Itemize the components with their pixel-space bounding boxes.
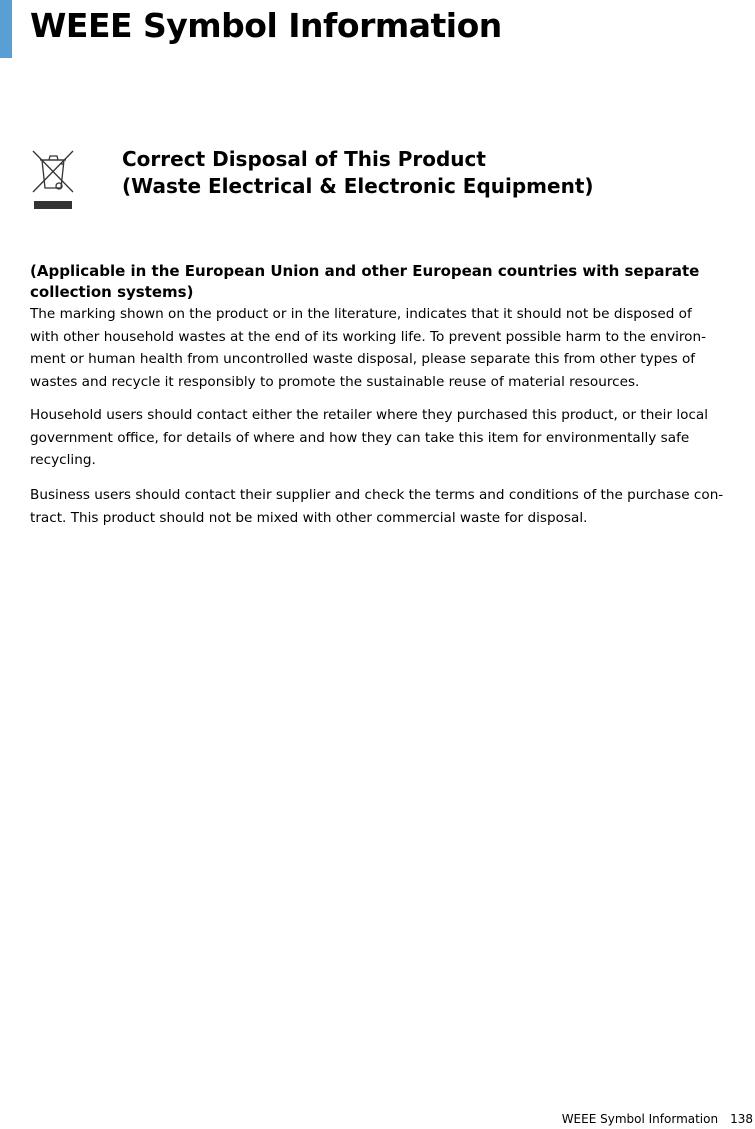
text-line: tract. This product should not be mixed with other commercial waste for disposal. <box>30 509 588 526</box>
text-line: Business users should contact their supplier and check the terms and conditions of the purchase con- <box>30 487 724 503</box>
applicability-line: collection systems) <box>30 283 194 301</box>
paragraph-household-users <box>30 404 708 472</box>
text-line: government office, for details of where and how they can take this item for environmentally safe <box>30 429 690 446</box>
text-line: wastes and recycle it responsibly to promote the sustainable reuse of material resources. <box>30 373 640 390</box>
section-heading <box>122 146 594 200</box>
heading-line: (Waste Electrical & Electronic Equipment) <box>122 174 594 198</box>
paragraph-business-users <box>30 484 723 529</box>
footer-label: WEEE Symbol Information <box>561 1112 719 1126</box>
text-line: recycling. <box>30 452 96 468</box>
text-line: with other household wastes at the end of its working life. To prevent possible harm to the environ- <box>30 328 706 345</box>
paragraph-disposal <box>30 303 706 393</box>
page-number: 138 <box>730 1112 753 1126</box>
page-title: WEEE Symbol Information <box>30 6 502 45</box>
text-line: Household users should contact either the retailer where they purchased this product, or their local <box>30 407 709 423</box>
applicability-line: (Applicable in the European Union and other European countries with separate <box>30 262 700 280</box>
heading-line: Correct Disposal of This Product <box>122 147 486 171</box>
applicability-note <box>30 261 699 303</box>
text-line: The marking shown on the product or in the literature, indicates that it should not be disposed of <box>30 306 692 322</box>
title-accent-bar <box>0 0 12 58</box>
page-footer <box>550 1112 753 1126</box>
crossed-out-wheelie-bin-icon <box>30 148 76 214</box>
text-line: ment or human health from uncontrolled waste disposal, please separate this from other types of <box>30 351 696 367</box>
